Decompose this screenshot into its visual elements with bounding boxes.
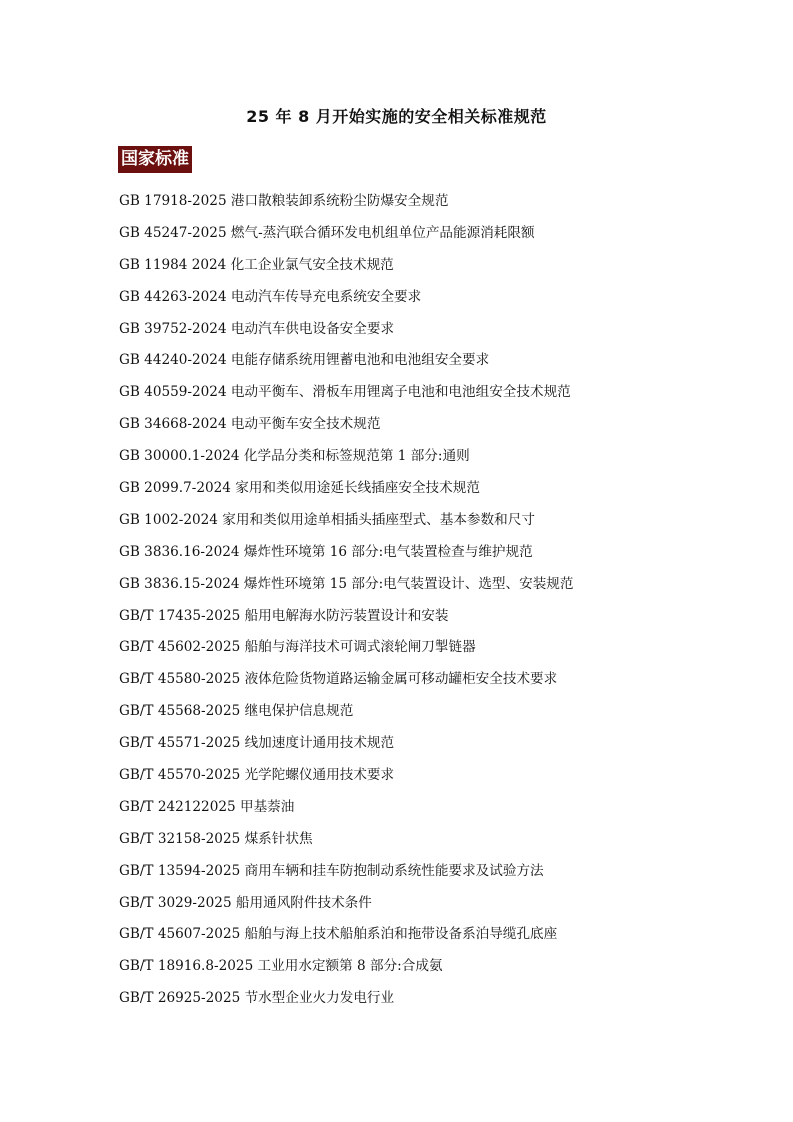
standard-item: GB/T 13594-2025 商用车辆和挂车防抱制动系统性能要求及试验方法 — [119, 862, 544, 879]
standard-item: GB 34668-2024 电动平衡车安全技术规范 — [119, 416, 381, 433]
standard-item: GB 17918-2025 港口散粮装卸系统粉尘防爆安全规范 — [119, 193, 449, 209]
standard-item: GB/T 18916.8-2025 工业用水定额第 8 部分:合成氨 — [119, 958, 443, 975]
standard-item: GB/T 45570-2025 光学陀螺仪通用技术要求 — [119, 767, 395, 784]
standard-item: GB 30000.1-2024 化学品分类和标签规范第 1 部分:通则 — [119, 448, 470, 465]
standard-item: GB/T 3029-2025 船用通风附件技术条件 — [119, 894, 372, 911]
standard-item: GB 40559-2024 电动平衡车、滑板车用锂离子电池和电池组安全技术规范 — [119, 384, 571, 401]
standard-item: GB/T 45607-2025 船舶与海上技术船舶系泊和拖带设备系泊导缆孔底座 — [119, 926, 558, 943]
standard-item: GB/T 32158-2025 煤系针状焦 — [119, 830, 313, 847]
standard-item: GB 3836.15-2024 爆炸性环境第 15 部分:电气装置设计、选型、安装规范 — [119, 575, 574, 592]
section-heading: 国家标准 — [118, 146, 192, 173]
standard-item: GB 44240-2024 电能存储系统用锂蓄电池和电池组安全要求 — [119, 352, 490, 369]
standard-item: GB/T 45602-2025 船舶与海洋技术可调式滚轮闸刀掣链器 — [119, 639, 476, 656]
standard-item: GB/T 45580-2025 液体危险货物道路运输金属可移动罐柜安全技术要求 — [119, 671, 558, 688]
standard-item: GB/T 45568-2025 继电保护信息规范 — [119, 703, 354, 720]
standard-item: GB 11984 2024 化工企业氯气安全技术规范 — [119, 256, 394, 273]
standard-item: GB 39752-2024 电动汽车供电设备安全要求 — [119, 320, 395, 337]
standard-item: GB 44263-2024 电动汽车传导充电系统安全要求 — [119, 288, 422, 305]
standard-item: GB/T 26925-2025 节水型企业火力发电行业 — [119, 990, 395, 1007]
standard-item: GB 3836.16-2024 爆炸性环境第 16 部分:电气装置检查与维护规范 — [119, 543, 533, 560]
standards-list — [119, 187, 739, 1016]
standard-item: GB/T 45571-2025 线加速度计通用技术规范 — [119, 735, 395, 752]
standard-item: GB/T 17435-2025 船用电解海水防污装置设计和安装 — [119, 607, 449, 624]
document-title: 25 年 8 月开始实施的安全相关标准规范 — [246, 107, 547, 126]
standard-item: GB 1002-2024 家用和类似用途单相插头插座型式、基本参数和尺寸 — [119, 511, 535, 528]
standard-item: GB/T 242122025 甲基萘油 — [119, 798, 295, 815]
standard-item: GB 45247-2025 燃气-蒸汽联合循环发电机组单位产品能源消耗限额 — [119, 224, 535, 241]
standard-item: GB 2099.7-2024 家用和类似用途延长线插座安全技术规范 — [119, 480, 480, 497]
